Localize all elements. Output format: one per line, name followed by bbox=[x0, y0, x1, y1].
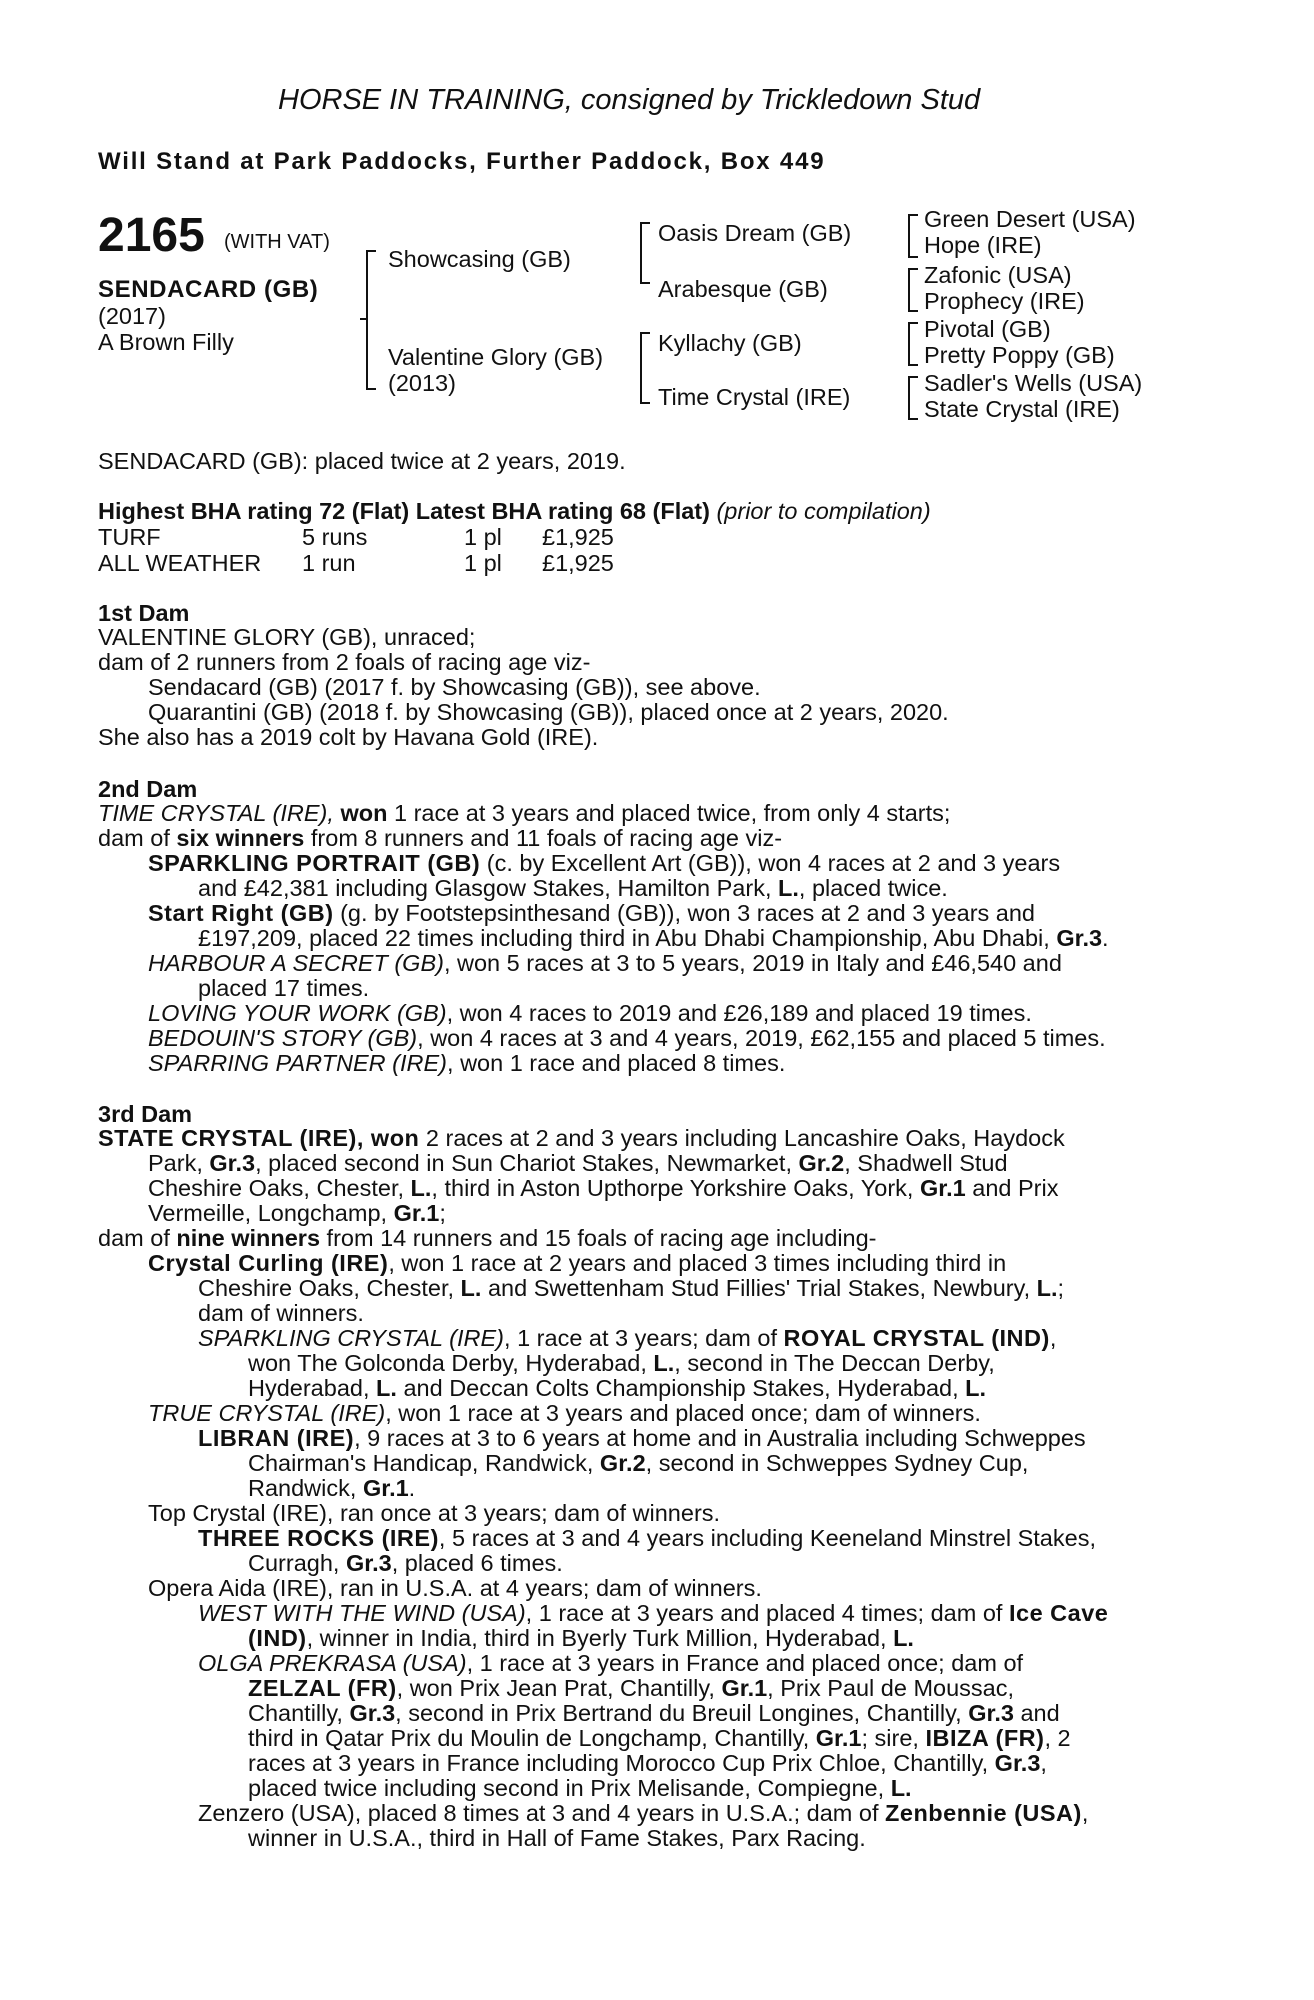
progeny-line: dam of winners. bbox=[198, 1300, 364, 1326]
progeny-line: placed 17 times. bbox=[198, 975, 370, 1001]
pedigree-ss-dam: Hope (IRE) bbox=[924, 232, 1042, 258]
dam-line: dam of six winners from 8 runners and 11 foals of racing age viz- bbox=[98, 825, 783, 851]
progeny-line: BEDOUIN'S STORY (GB), won 4 races at 3 and 4 years, 2019, £62,155 and placed 5 times. bbox=[148, 1025, 1106, 1051]
progeny-line: placed twice including second in Prix Melisande, Compiegne, L. bbox=[248, 1775, 912, 1801]
progeny-line: Cheshire Oaks, Chester, L. and Swettenham Stud Fillies' Trial Stakes, Newbury, L.; bbox=[198, 1275, 1065, 1301]
record-prize: £1,925 bbox=[542, 550, 614, 576]
progeny-line: Sendacard (GB) (2017 f. by Showcasing (GB)), see above. bbox=[148, 674, 761, 700]
pedigree-ds-dam: Pretty Poppy (GB) bbox=[924, 342, 1115, 368]
dam-line: Cheshire Oaks, Chester, L., third in Aston Upthorpe Yorkshire Oaks, York, Gr.1 and Prix bbox=[148, 1175, 1059, 1201]
dam-line: Vermeille, Longchamp, Gr.1; bbox=[148, 1200, 446, 1226]
pedigree-sire-sire: Oasis Dream (GB) bbox=[658, 220, 852, 246]
progeny-line: Top Crystal (IRE), ran once at 3 years; dam of winners. bbox=[148, 1500, 721, 1526]
pedigree-brace bbox=[640, 222, 650, 284]
horse-description: A Brown Filly bbox=[98, 329, 234, 355]
pedigree-ss-sire: Green Desert (USA) bbox=[924, 206, 1136, 232]
record-surface: ALL WEATHER bbox=[98, 550, 262, 576]
pedigree-dam: Valentine Glory (GB) bbox=[388, 344, 604, 370]
horse-name: SENDACARD (GB) bbox=[98, 276, 319, 303]
progeny-line: won The Golconda Derby, Hyderabad, L., second in The Deccan Derby, bbox=[248, 1350, 995, 1376]
pedigree-dam-sire: Kyllachy (GB) bbox=[658, 330, 802, 356]
progeny-line: Opera Aida (IRE), ran in U.S.A. at 4 years; dam of winners. bbox=[148, 1575, 762, 1601]
record-placed: 1 pl bbox=[464, 524, 502, 550]
progeny-line: SPARRING PARTNER (IRE), won 1 race and placed 8 times. bbox=[148, 1050, 786, 1076]
pedigree-sire-dam: Arabesque (GB) bbox=[658, 276, 828, 302]
progeny-line: HARBOUR A SECRET (GB), won 5 races at 3 to 5 years, 2019 in Italy and £46,540 and bbox=[148, 950, 1062, 976]
rating-note: (prior to compilation) bbox=[716, 498, 931, 524]
vat-label: (WITH VAT) bbox=[224, 231, 330, 253]
pedigree-sd-sire: Zafonic (USA) bbox=[924, 262, 1072, 288]
section-heading: 3rd Dam bbox=[98, 1101, 193, 1127]
race-summary: SENDACARD (GB): placed twice at 2 years, 2019. bbox=[98, 448, 626, 474]
progeny-line: Chantilly, Gr.3, second in Prix Bertrand du Breuil Longines, Chantilly, Gr.3 and bbox=[248, 1700, 1060, 1726]
dam-line: dam of nine winners from 14 runners and 15 foals of racing age including- bbox=[98, 1225, 877, 1251]
section-heading: 2nd Dam bbox=[98, 776, 198, 802]
progeny-line: winner in U.S.A., third in Hall of Fame Stakes, Parx Racing. bbox=[248, 1825, 866, 1851]
pedigree-dd-dam: State Crystal (IRE) bbox=[924, 396, 1120, 422]
dam-line: dam of 2 runners from 2 foals of racing age viz- bbox=[98, 649, 591, 675]
record-runs: 1 run bbox=[302, 550, 356, 576]
progeny-line: Curragh, Gr.3, placed 6 times. bbox=[248, 1550, 563, 1576]
progeny-line: (IND), winner in India, third in Byerly Turk Million, Hyderabad, L. bbox=[248, 1625, 914, 1651]
pedigree-sd-dam: Prophecy (IRE) bbox=[924, 288, 1085, 314]
progeny-line: LOVING YOUR WORK (GB), won 4 races to 2019 and £26,189 and placed 19 times. bbox=[148, 1000, 1032, 1026]
page-title: HORSE IN TRAINING, consigned by Trickledown Stud bbox=[278, 84, 981, 116]
pedigree-sire: Showcasing (GB) bbox=[388, 246, 571, 272]
progeny-line: Crystal Curling (IRE), won 1 race at 2 years and placed 3 times including third in bbox=[148, 1250, 1007, 1276]
section-heading: 1st Dam bbox=[98, 600, 190, 626]
dam-line: She also has a 2019 colt by Havana Gold (IRE). bbox=[98, 724, 599, 750]
progeny-line: WEST WITH THE WIND (USA), 1 race at 3 years and placed 4 times; dam of Ice Cave bbox=[198, 1600, 1109, 1626]
pedigree-ds-sire: Pivotal (GB) bbox=[924, 316, 1051, 342]
progeny-line: Quarantini (GB) (2018 f. by Showcasing (GB)), placed once at 2 years, 2020. bbox=[148, 699, 949, 725]
progeny-line: SPARKLING PORTRAIT (GB) (c. by Excellent Art (GB)), won 4 races at 2 and 3 years bbox=[148, 850, 1061, 876]
progeny-line: third in Qatar Prix du Moulin de Longchamp, Chantilly, Gr.1; sire, IBIZA (FR), 2 bbox=[248, 1725, 1071, 1751]
progeny-line: ZELZAL (FR), won Prix Jean Prat, Chantilly, Gr.1, Prix Paul de Moussac, bbox=[248, 1675, 1015, 1701]
record-placed: 1 pl bbox=[464, 550, 502, 576]
pedigree-dam-dam: Time Crystal (IRE) bbox=[658, 384, 851, 410]
highest-rating: Highest BHA rating 72 (Flat) bbox=[98, 498, 410, 524]
progeny-line: Start Right (GB) (g. by Footstepsinthesand (GB)), won 3 races at 2 and 3 years and bbox=[148, 900, 1036, 926]
pedigree-brace-tip bbox=[360, 318, 366, 320]
pedigree-dam-year: (2013) bbox=[388, 370, 456, 396]
record-runs: 5 runs bbox=[302, 524, 368, 550]
progeny-line: Hyderabad, L. and Deccan Colts Championship Stakes, Hyderabad, L. bbox=[248, 1375, 987, 1401]
pedigree-brace bbox=[908, 214, 918, 258]
progeny-line: TRUE CRYSTAL (IRE), won 1 race at 3 years and placed once; dam of winners. bbox=[148, 1400, 981, 1426]
record-prize: £1,925 bbox=[542, 524, 614, 550]
dam-line: STATE CRYSTAL (IRE), won 2 races at 2 and 3 years including Lancashire Oaks, Haydock bbox=[98, 1125, 1065, 1151]
lot-number: 2165 bbox=[98, 209, 205, 262]
horse-year: (2017) bbox=[98, 303, 166, 329]
progeny-line: races at 3 years in France including Morocco Cup Prix Chloe, Chantilly, Gr.3, bbox=[248, 1750, 1047, 1776]
progeny-line: Zenzero (USA), placed 8 times at 3 and 4 years in U.S.A.; dam of Zenbennie (USA), bbox=[198, 1800, 1089, 1826]
pedigree-dd-sire: Sadler's Wells (USA) bbox=[924, 370, 1143, 396]
pedigree-brace bbox=[908, 376, 918, 420]
progeny-line: SPARKLING CRYSTAL (IRE), 1 race at 3 years; dam of ROYAL CRYSTAL (IND), bbox=[198, 1325, 1057, 1351]
progeny-line: Chairman's Handicap, Randwick, Gr.2, second in Schweppes Sydney Cup, bbox=[248, 1450, 1029, 1476]
progeny-line: £197,209, placed 22 times including third in Abu Dhabi Championship, Abu Dhabi, Gr.3. bbox=[198, 925, 1109, 951]
dam-line: TIME CRYSTAL (IRE), won 1 race at 3 years and placed twice, from only 4 starts; bbox=[98, 800, 951, 826]
pedigree-brace bbox=[640, 332, 650, 404]
pedigree-brace bbox=[366, 250, 376, 390]
pedigree-brace bbox=[908, 268, 918, 312]
progeny-line: Randwick, Gr.1. bbox=[248, 1475, 416, 1501]
progeny-line: and £42,381 including Glasgow Stakes, Hamilton Park, L., placed twice. bbox=[198, 875, 948, 901]
rating-line bbox=[98, 498, 931, 525]
stand-location: Will Stand at Park Paddocks, Further Paddock, Box 449 bbox=[98, 148, 826, 175]
progeny-line: OLGA PREKRASA (USA), 1 race at 3 years in France and placed once; dam of bbox=[198, 1650, 1024, 1676]
pedigree-brace bbox=[908, 322, 918, 366]
progeny-line: LIBRAN (IRE), 9 races at 3 to 6 years at home and in Australia including Schweppes bbox=[198, 1425, 1086, 1451]
progeny-line: THREE ROCKS (IRE), 5 races at 3 and 4 years including Keeneland Minstrel Stakes, bbox=[198, 1525, 1096, 1551]
dam-line: Park, Gr.3, placed second in Sun Chariot Stakes, Newmarket, Gr.2, Shadwell Stud bbox=[148, 1150, 1008, 1176]
record-surface: TURF bbox=[98, 524, 161, 550]
latest-rating: Latest BHA rating 68 (Flat) bbox=[415, 498, 710, 524]
dam-line: VALENTINE GLORY (GB), unraced; bbox=[98, 624, 476, 650]
